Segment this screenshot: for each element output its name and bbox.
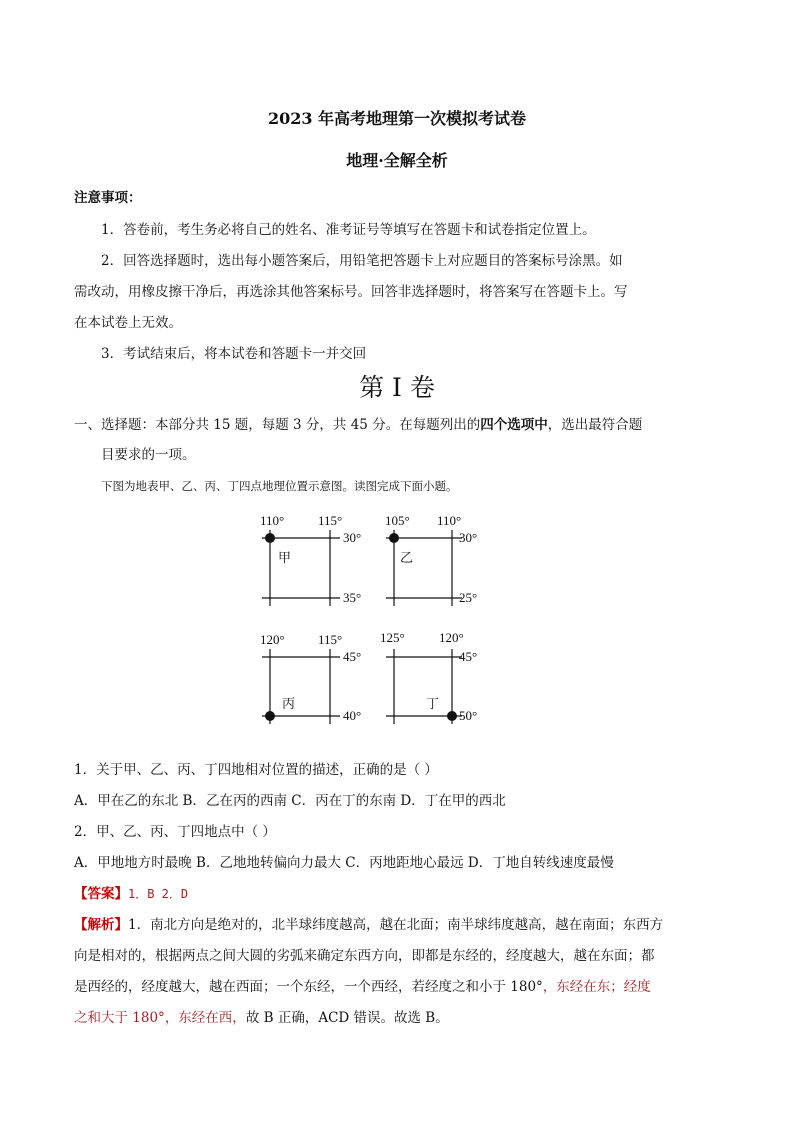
bing-label: 丙 xyxy=(282,697,296,712)
notice-item-1: 1．答卷前，考生务必将自己的姓名、准考证号等填写在答题卡和试卷指定位置上。 xyxy=(101,222,596,238)
section-juan-title: 第 I 卷 xyxy=(359,373,435,402)
analysis-line-2: 向是相对的，根据两点之间大圆的劣弧来确定东西方向，即都是东经的，经度越大，越在东面；都 xyxy=(74,948,655,964)
bing-lon-right: 115° xyxy=(318,632,343,647)
section-intro-line-1 xyxy=(74,413,642,433)
point-ding-dot xyxy=(447,711,457,721)
intro-text-emphasis: 四个选项中 xyxy=(480,417,548,433)
location-diagram xyxy=(240,505,520,735)
figure-caption: 下图为地表甲、乙、丙、丁四点地理位置示意图。读图完成下面小题。 xyxy=(101,479,458,493)
panel-yi xyxy=(385,513,477,606)
point-jia-dot xyxy=(265,533,275,543)
panel-jia xyxy=(260,513,361,606)
notice-heading: 注意事项： xyxy=(74,190,142,206)
notice-item-2-line-2: 需改动，用橡皮擦干净后，再选涂其他答案标号。回答非选择题时，将答案写在答题卡上。写 xyxy=(74,284,628,300)
notice-item-2-line-3: 在本试卷上无效。 xyxy=(74,315,182,331)
yi-lat-top: 30° xyxy=(459,530,478,545)
analysis-text-1: 1．南北方向是绝对的，北半球纬度越高，越在北面；南半球纬度越高，越在南面；东西方 xyxy=(128,917,664,933)
answer-label: 【答案】 xyxy=(74,886,128,902)
point-yi-dot xyxy=(389,533,399,543)
question-2: 2．甲、乙、丙、丁四地点中（ ） xyxy=(74,824,276,840)
answer-line xyxy=(74,882,188,902)
bing-lat-top: 45° xyxy=(343,649,362,664)
section-intro-line-2: 目要求的一项。 xyxy=(101,447,196,463)
analysis-text-3a: 是西经的，经度越大，越在西面；一个东经，一个西经，若经度之和小于 180° xyxy=(74,979,543,995)
jia-lon-left: 110° xyxy=(260,513,285,528)
intro-text-a: 一、选择题：本部分共 15 题，每题 3 分，共 45 分。在每题列出的 xyxy=(74,417,481,433)
yi-lat-bottom: 25° xyxy=(459,590,478,605)
question-1-options: A．甲在乙的东北 B．乙在丙的西南 C．丙在丁的东南 D．丁在甲的西北 xyxy=(74,793,506,809)
panel-ding xyxy=(380,630,477,724)
ding-lon-left: 125° xyxy=(380,630,405,645)
jia-lon-right: 115° xyxy=(318,513,343,528)
analysis-line-3 xyxy=(74,975,651,995)
question-1: 1．关于甲、乙、丙、丁四地相对位置的描述，正确的是（ ） xyxy=(74,762,438,778)
yi-lon-left: 105° xyxy=(385,513,410,528)
exam-title: 2023 年高考地理第一次模拟考试卷 xyxy=(267,109,527,128)
point-bing-dot xyxy=(265,711,275,721)
analysis-text-4c: 故 B 正确，ACD 错误。故选 B。 xyxy=(245,1010,449,1026)
notice-item-2-line-1: 2．回答选择题时，选出每小题答案后，用铅笔把答题卡上对应题目的答案标号涂黑。如 xyxy=(101,253,623,269)
analysis-line-1 xyxy=(74,913,663,933)
analysis-line-4 xyxy=(74,1006,449,1026)
ding-lon-right: 120° xyxy=(439,630,464,645)
jia-lat-bottom: 35° xyxy=(343,590,362,605)
analysis-text-3b: ，东经在东；经度 xyxy=(542,979,651,995)
answer-value: 1．B 2．D xyxy=(128,887,189,901)
ding-label: 丁 xyxy=(426,697,440,712)
yi-lon-right: 110° xyxy=(437,513,462,528)
intro-text-c: ，选出最符合题 xyxy=(547,417,643,433)
ding-lat-top: 45° xyxy=(459,649,478,664)
analysis-text-4a: 之和大于 180° xyxy=(74,1010,165,1026)
analysis-label: 【解析】 xyxy=(74,917,128,933)
bing-lat-bottom: 40° xyxy=(343,708,362,723)
exam-subtitle: 地理·全解全析 xyxy=(346,151,448,170)
notice-item-3: 3．考试结束后，将本试卷和答题卡一并交回 xyxy=(101,346,367,362)
analysis-text-4b: ，东经在西， xyxy=(164,1010,246,1026)
jia-lat-top: 30° xyxy=(343,530,362,545)
ding-lat-bottom: 50° xyxy=(459,708,478,723)
yi-label: 乙 xyxy=(400,551,414,566)
question-2-options: A．甲地地方时最晚 B．乙地地转偏向力最大 C．丙地距地心最远 D．丁地自转线速度最慢 xyxy=(74,855,614,871)
bing-lon-left: 120° xyxy=(260,632,285,647)
panel-bing xyxy=(260,632,361,724)
jia-label: 甲 xyxy=(278,551,292,566)
